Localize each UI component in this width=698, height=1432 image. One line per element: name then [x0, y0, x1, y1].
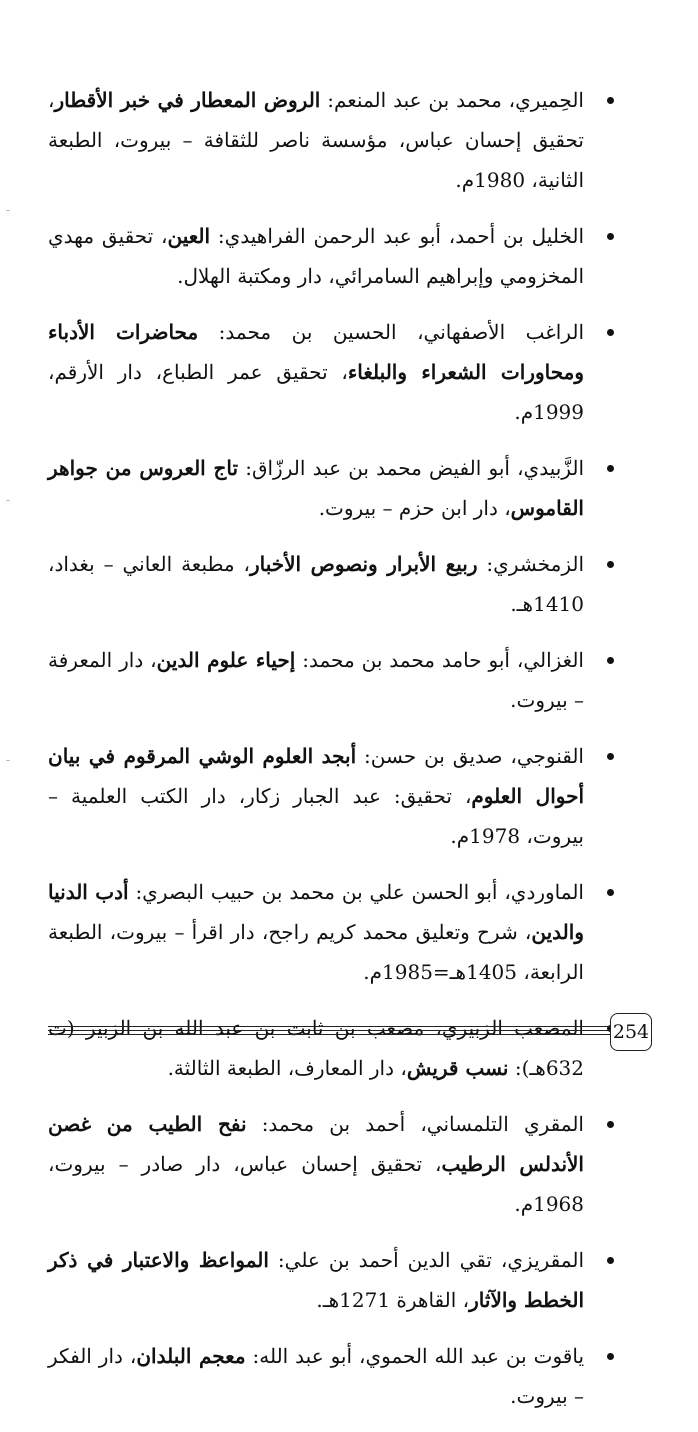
- entry-details: ، مطبعة العاني – بغداد، 1410هـ.: [48, 552, 584, 616]
- entry-details: ، تحقيق إحسان عباس، مؤسسة ناصر للثقافة – بيروت، الطبعة الثانية، 1980م.: [48, 88, 584, 192]
- entry-details: ، تحقيق: عبد الجبار زكار، دار الكتب العلمية – بيروت، 1978م.: [48, 784, 584, 848]
- bullet-icon: [607, 1257, 614, 1264]
- footer-rule: [48, 1034, 610, 1035]
- bibliography-entry: [48, 1008, 618, 1088]
- bullet-icon: [607, 1121, 614, 1128]
- entry-author: الماوردي، أبو الحسن علي بن محمد بن حبيب البصري:: [128, 880, 584, 904]
- entry-details: ، دار المعرفة – بيروت.: [48, 648, 584, 712]
- entry-author: الزَّبيدي، أبو الفيض محمد بن عبد الرزّاق:: [238, 456, 584, 480]
- footer-rule: [48, 1030, 610, 1031]
- page-number: 254: [610, 1013, 652, 1051]
- entry-author: القنوجي، صديق بن حسن:: [356, 744, 584, 768]
- bullet-icon: [607, 329, 614, 336]
- entry-author: المصعب الزبيري، مصعب بن ثابت بن عبد الله بن الزبير (ت 632هـ):: [48, 1016, 584, 1080]
- entry-author: المقري التلمساني، أحمد بن محمد:: [246, 1112, 584, 1136]
- entry-title: أبجد العلوم الوشي المرقوم في بيان أحوال العلوم: [48, 744, 584, 808]
- entry-title: العين: [167, 224, 211, 248]
- bibliography-entry: [48, 544, 618, 624]
- entry-author: الراغب الأصفهاني، الحسين بن محمد:: [198, 320, 584, 344]
- bibliography-entry: [48, 1336, 618, 1416]
- entry-title: الروض المعطار في خبر الأقطار: [54, 88, 321, 112]
- entry-title: محاضرات الأدباء ومحاورات الشعراء والبلغاء: [48, 320, 585, 384]
- entry-details: ، القاهرة 1271هـ.: [316, 1288, 470, 1312]
- entry-details: ، تحقيق مهدي المخزومي وإبراهيم السامرائي، دار ومكتبة الهلال.: [48, 224, 584, 288]
- bibliography-entry: [48, 80, 618, 200]
- page-edge-mark: [6, 210, 10, 211]
- bullet-icon: [607, 889, 614, 896]
- page-edge-mark: [6, 500, 10, 501]
- entry-details: ، دار ابن حزم – بيروت.: [318, 496, 511, 520]
- entry-title: نسب قريش: [406, 1056, 509, 1080]
- bibliography-entry: [48, 1240, 618, 1320]
- bibliography-list: [48, 80, 618, 1432]
- bullet-icon: [607, 233, 614, 240]
- page-edge-mark: [6, 760, 10, 761]
- bibliography-entry: [48, 1104, 618, 1224]
- footer-rule: [48, 1026, 610, 1027]
- entry-author: الخليل بن أحمد، أبو عبد الرحمن الفراهيدي:: [210, 224, 585, 248]
- bibliography-entry: [48, 312, 618, 432]
- bullet-icon: [607, 753, 614, 760]
- entry-details: ، تحقيق إحسان عباس، دار صادر – بيروت، 1968م.: [48, 1152, 584, 1216]
- entry-details: ، تحقيق عمر الطباع، دار الأرقم، 1999م.: [48, 360, 584, 424]
- entry-title: نفح الطيب من غصن الأندلس الرطيب: [48, 1112, 584, 1176]
- bullet-icon: [607, 97, 614, 104]
- bibliography-entry: [48, 872, 618, 992]
- entry-details: ، شرح وتعليق محمد كريم راجح، دار اقرأ – بيروت، الطبعة الرابعة، 1405هـ=1985م.: [48, 920, 584, 984]
- entry-title: تاج العروس من جواهر القاموس: [48, 456, 584, 520]
- bullet-icon: [607, 465, 614, 472]
- entry-author: ياقوت بن عبد الله الحموي، أبو عبد الله:: [245, 1344, 585, 1368]
- entry-author: الحِميري، محمد بن عبد المنعم:: [320, 88, 584, 112]
- bibliography-entry: [48, 736, 618, 856]
- entry-title: المواعظ والاعتبار في ذكر الخطط والآثار: [48, 1248, 584, 1312]
- bullet-icon: [607, 657, 614, 664]
- entry-title: أدب الدنيا والدين: [48, 880, 584, 944]
- entry-title: ربيع الأبرار ونصوص الأخبار: [249, 552, 478, 576]
- bibliography-entry: [48, 448, 618, 528]
- bullet-icon: [607, 1353, 614, 1360]
- entry-title: إحياء علوم الدين: [156, 648, 296, 672]
- bibliography-entry: [48, 640, 618, 720]
- entry-details: ، دار المعارف، الطبعة الثالثة.: [167, 1056, 407, 1080]
- entry-author: المقريزي، تقي الدين أحمد بن علي:: [268, 1248, 584, 1272]
- bullet-icon: [607, 561, 614, 568]
- entry-author: الغزالي، أبو حامد محمد بن محمد:: [295, 648, 584, 672]
- bibliography-entry: [48, 216, 618, 296]
- entry-title: معجم البلدان: [136, 1344, 246, 1368]
- entry-details: ، دار الفكر – بيروت.: [48, 1344, 584, 1408]
- entry-author: الزمخشري:: [477, 552, 584, 576]
